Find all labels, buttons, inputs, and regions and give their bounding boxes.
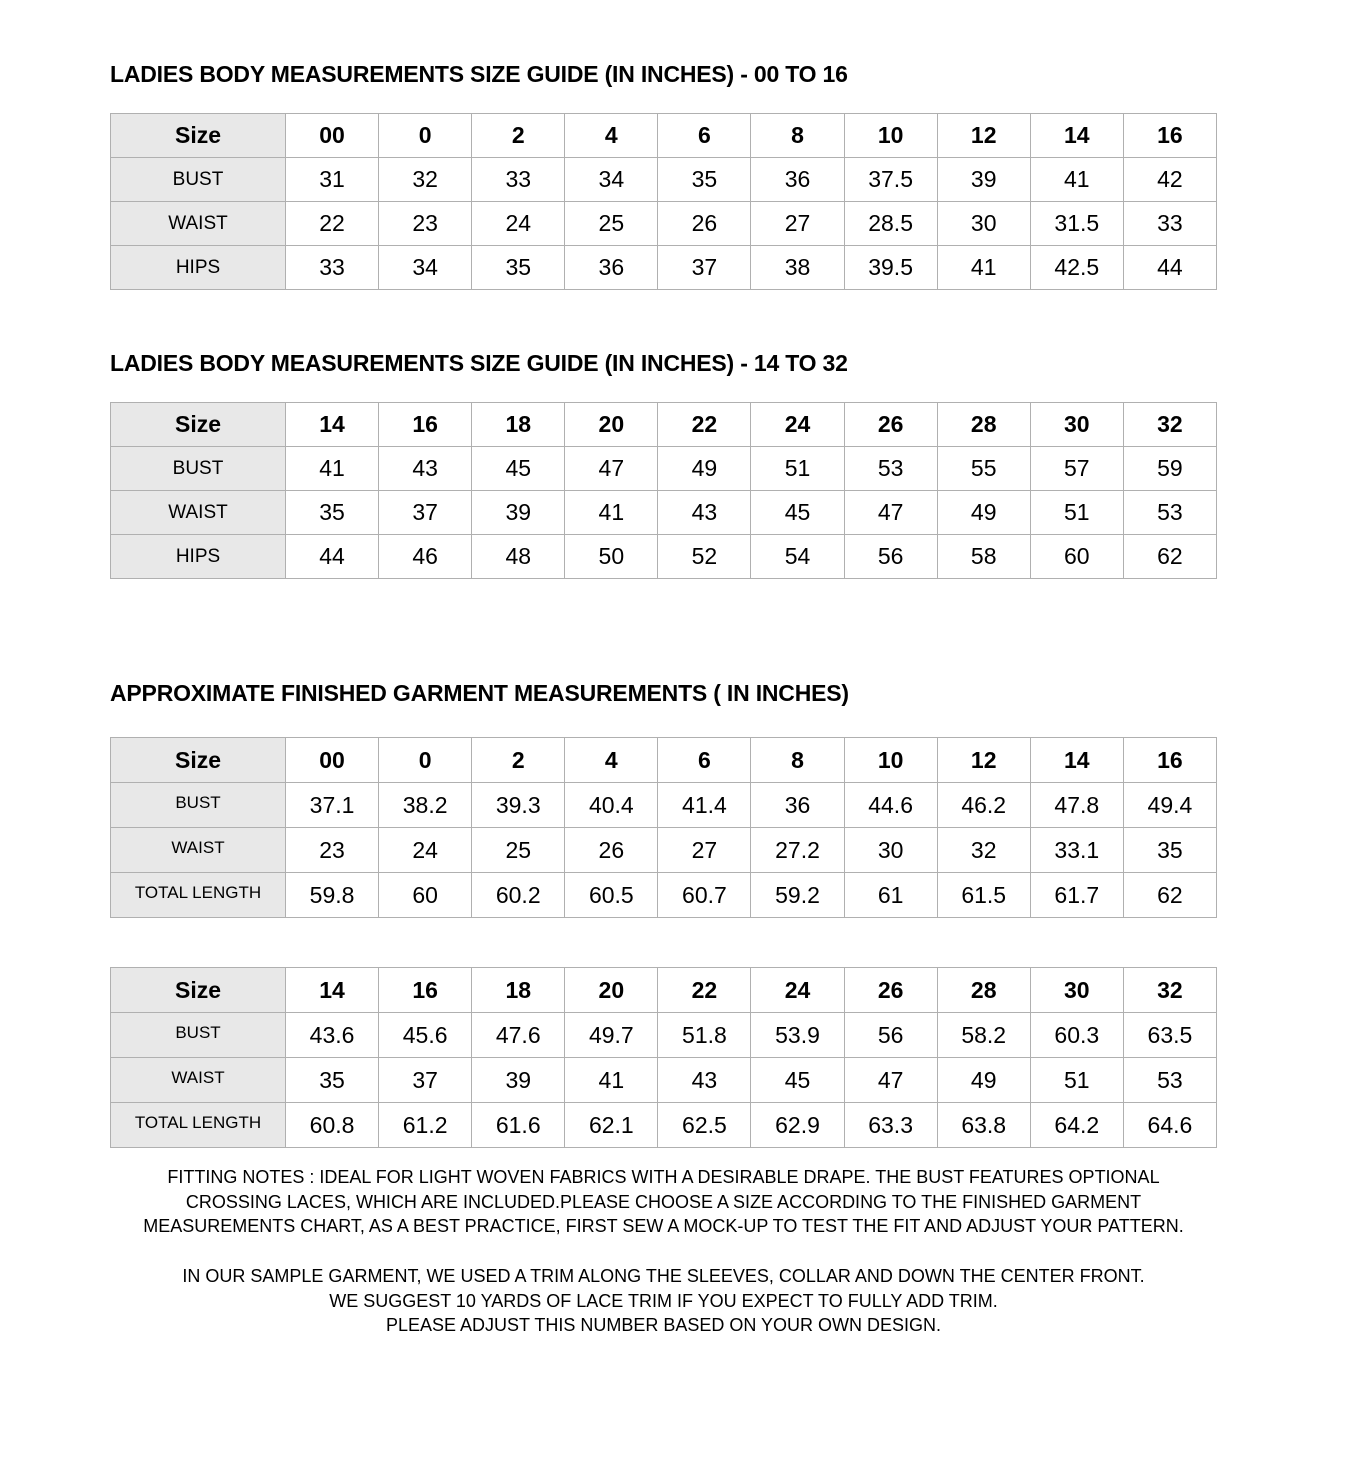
- value-cell: 49.4: [1123, 783, 1216, 828]
- value-cell: 35: [1123, 828, 1216, 873]
- size-label-cell: Size: [111, 403, 286, 447]
- value-cell: 33.1: [1030, 828, 1123, 873]
- size-cell: 12: [937, 738, 1030, 783]
- value-cell: 46.2: [937, 783, 1030, 828]
- value-cell: 47.6: [472, 1013, 565, 1058]
- value-cell: 50: [565, 535, 658, 579]
- value-cell: 39: [472, 1058, 565, 1103]
- measurement-label-cell: BUST: [111, 783, 286, 828]
- table-row: [111, 1013, 1217, 1058]
- trim-notes-line: PLEASE ADJUST THIS NUMBER BASED ON YOUR OWN DESIGN.: [385, 1315, 942, 1335]
- size-cell: 18: [472, 968, 565, 1013]
- value-cell: 59.8: [286, 873, 379, 918]
- value-cell: 61.5: [937, 873, 1030, 918]
- value-cell: 30: [937, 202, 1030, 246]
- table-row: [111, 873, 1217, 918]
- value-cell: 39.5: [844, 246, 937, 290]
- value-cell: 26: [658, 202, 751, 246]
- value-cell: 61.7: [1030, 873, 1123, 918]
- value-cell: 41: [565, 1058, 658, 1103]
- table-header-row: [111, 968, 1217, 1013]
- value-cell: 25: [565, 202, 658, 246]
- value-cell: 62: [1123, 535, 1216, 579]
- value-cell: 44.6: [844, 783, 937, 828]
- value-cell: 41: [937, 246, 1030, 290]
- size-cell: 6: [658, 114, 751, 158]
- size-cell: 16: [379, 968, 472, 1013]
- value-cell: 27: [751, 202, 844, 246]
- value-cell: 48: [472, 535, 565, 579]
- measurement-label-cell: WAIST: [111, 491, 286, 535]
- measurement-label-cell: TOTAL LENGTH: [111, 873, 286, 918]
- size-cell: 4: [565, 114, 658, 158]
- value-cell: 39.3: [472, 783, 565, 828]
- value-cell: 34: [565, 158, 658, 202]
- size-cell: 10: [844, 738, 937, 783]
- value-cell: 56: [844, 1013, 937, 1058]
- value-cell: 53: [1123, 491, 1216, 535]
- value-cell: 51: [1030, 1058, 1123, 1103]
- value-cell: 44: [1123, 246, 1216, 290]
- value-cell: 49: [937, 1058, 1030, 1103]
- value-cell: 36: [751, 158, 844, 202]
- size-cell: 8: [751, 114, 844, 158]
- size-cell: 24: [751, 403, 844, 447]
- size-cell: 20: [565, 968, 658, 1013]
- size-cell: 30: [1030, 403, 1123, 447]
- value-cell: 22: [286, 202, 379, 246]
- value-cell: 45.6: [379, 1013, 472, 1058]
- value-cell: 30: [844, 828, 937, 873]
- finished-garment-title: APPROXIMATE FINISHED GARMENT MEASUREMENTS ( IN INCHES): [110, 680, 849, 706]
- measurement-label-cell: TOTAL LENGTH: [111, 1103, 286, 1148]
- value-cell: 45: [751, 1058, 844, 1103]
- fitting-notes: [100, 1165, 1227, 1239]
- size-cell: 00: [286, 738, 379, 783]
- value-cell: 41: [286, 447, 379, 491]
- measurement-label-cell: BUST: [111, 447, 286, 491]
- value-cell: 36: [751, 783, 844, 828]
- value-cell: 35: [658, 158, 751, 202]
- fitting-notes-line: MEASUREMENTS CHART, AS A BEST PRACTICE, FIRST SEW A MOCK-UP TO TEST THE FIT AND ADJUST YOUR PATTERN.: [143, 1216, 1184, 1236]
- value-cell: 60: [1030, 535, 1123, 579]
- size-cell: 26: [844, 403, 937, 447]
- value-cell: 53: [844, 447, 937, 491]
- value-cell: 35: [286, 491, 379, 535]
- measurement-label-cell: BUST: [111, 1013, 286, 1058]
- value-cell: 38: [751, 246, 844, 290]
- value-cell: 58: [937, 535, 1030, 579]
- value-cell: 64.2: [1030, 1103, 1123, 1148]
- size-cell: 32: [1123, 968, 1216, 1013]
- size-cell: 32: [1123, 403, 1216, 447]
- value-cell: 62.9: [751, 1103, 844, 1148]
- value-cell: 62.5: [658, 1103, 751, 1148]
- table-row: [111, 783, 1217, 828]
- fitting-notes-line: CROSSING LACES, WHICH ARE INCLUDED.PLEASE CHOOSE A SIZE ACCORDING TO THE FINISHED GARMENT: [185, 1191, 1142, 1212]
- value-cell: 61.6: [472, 1103, 565, 1148]
- value-cell: 23: [379, 202, 472, 246]
- size-cell: 0: [379, 114, 472, 158]
- size-cell: 0: [379, 738, 472, 783]
- value-cell: 47: [565, 447, 658, 491]
- value-cell: 57: [1030, 447, 1123, 491]
- value-cell: 46: [379, 535, 472, 579]
- size-cell: 18: [472, 403, 565, 447]
- value-cell: 41.4: [658, 783, 751, 828]
- trim-notes: [100, 1264, 1227, 1338]
- value-cell: 38.2: [379, 783, 472, 828]
- value-cell: 39: [937, 158, 1030, 202]
- value-cell: 47.8: [1030, 783, 1123, 828]
- size-cell: 4: [565, 738, 658, 783]
- value-cell: 51: [751, 447, 844, 491]
- value-cell: 33: [286, 246, 379, 290]
- value-cell: 45: [472, 447, 565, 491]
- size-cell: 14: [1030, 738, 1123, 783]
- table-row: [111, 535, 1217, 579]
- value-cell: 63.5: [1123, 1013, 1216, 1058]
- size-cell: 8: [751, 738, 844, 783]
- table-header-row: [111, 403, 1217, 447]
- fitting-notes-line: FITTING NOTES : IDEAL FOR LIGHT WOVEN FABRICS WITH A DESIRABLE DRAPE. THE BUST FEATURES OPTIONAL: [167, 1167, 1160, 1187]
- size-cell: 22: [658, 403, 751, 447]
- table-row: [111, 1103, 1217, 1148]
- value-cell: 63.8: [937, 1103, 1030, 1148]
- value-cell: 60.8: [286, 1103, 379, 1148]
- size-cell: 6: [658, 738, 751, 783]
- value-cell: 59.2: [751, 873, 844, 918]
- value-cell: 64.6: [1123, 1103, 1216, 1148]
- size-cell: 10: [844, 114, 937, 158]
- value-cell: 41: [565, 491, 658, 535]
- size-cell: 16: [1123, 114, 1216, 158]
- size-label-cell: Size: [111, 738, 286, 783]
- value-cell: 56: [844, 535, 937, 579]
- value-cell: 61: [844, 873, 937, 918]
- value-cell: 43.6: [286, 1013, 379, 1058]
- table-row: [111, 447, 1217, 491]
- size-cell: 14: [286, 403, 379, 447]
- value-cell: 59: [1123, 447, 1216, 491]
- value-cell: 60.7: [658, 873, 751, 918]
- value-cell: 54: [751, 535, 844, 579]
- finished-garment-00-16-table: [110, 737, 1217, 918]
- size-cell: 28: [937, 403, 1030, 447]
- body-measurements-00-16-title: LADIES BODY MEASUREMENTS SIZE GUIDE (IN INCHES) - 00 TO 16: [110, 61, 848, 87]
- size-cell: 24: [751, 968, 844, 1013]
- trim-notes-line: WE SUGGEST 10 YARDS OF LACE TRIM IF YOU EXPECT TO FULLY ADD TRIM.: [329, 1290, 998, 1311]
- value-cell: 31.5: [1030, 202, 1123, 246]
- value-cell: 34: [379, 246, 472, 290]
- value-cell: 49: [937, 491, 1030, 535]
- value-cell: 32: [937, 828, 1030, 873]
- table-header-row: [111, 738, 1217, 783]
- value-cell: 24: [379, 828, 472, 873]
- body-measurements-14-32-table: [110, 402, 1217, 579]
- table-header-row: [111, 114, 1217, 158]
- table-row: [111, 158, 1217, 202]
- table-row: [111, 491, 1217, 535]
- size-cell: 14: [286, 968, 379, 1013]
- size-cell: 20: [565, 403, 658, 447]
- value-cell: 31: [286, 158, 379, 202]
- size-label-cell: Size: [111, 114, 286, 158]
- size-label-cell: Size: [111, 968, 286, 1013]
- value-cell: 27.2: [751, 828, 844, 873]
- value-cell: 61.2: [379, 1103, 472, 1148]
- value-cell: 40.4: [565, 783, 658, 828]
- value-cell: 53.9: [751, 1013, 844, 1058]
- value-cell: 26: [565, 828, 658, 873]
- value-cell: 33: [1123, 202, 1216, 246]
- value-cell: 32: [379, 158, 472, 202]
- value-cell: 27: [658, 828, 751, 873]
- value-cell: 42.5: [1030, 246, 1123, 290]
- value-cell: 49.7: [565, 1013, 658, 1058]
- table-row: [111, 202, 1217, 246]
- size-cell: 28: [937, 968, 1030, 1013]
- body-measurements-14-32-title: LADIES BODY MEASUREMENTS SIZE GUIDE (IN INCHES) - 14 TO 32: [110, 350, 848, 376]
- value-cell: 51.8: [658, 1013, 751, 1058]
- value-cell: 58.2: [937, 1013, 1030, 1058]
- size-cell: 26: [844, 968, 937, 1013]
- value-cell: 44: [286, 535, 379, 579]
- value-cell: 62.1: [565, 1103, 658, 1148]
- finished-garment-14-32-table: [110, 967, 1217, 1148]
- value-cell: 23: [286, 828, 379, 873]
- value-cell: 25: [472, 828, 565, 873]
- value-cell: 55: [937, 447, 1030, 491]
- size-cell: 14: [1030, 114, 1123, 158]
- body-measurements-00-16-table: [110, 113, 1217, 290]
- value-cell: 63.3: [844, 1103, 937, 1148]
- value-cell: 60.3: [1030, 1013, 1123, 1058]
- value-cell: 24: [472, 202, 565, 246]
- value-cell: 37: [379, 491, 472, 535]
- measurement-label-cell: WAIST: [111, 828, 286, 873]
- value-cell: 60.2: [472, 873, 565, 918]
- measurement-label-cell: WAIST: [111, 1058, 286, 1103]
- value-cell: 41: [1030, 158, 1123, 202]
- size-cell: 22: [658, 968, 751, 1013]
- measurement-label-cell: BUST: [111, 158, 286, 202]
- value-cell: 43: [658, 1058, 751, 1103]
- value-cell: 28.5: [844, 202, 937, 246]
- value-cell: 37.5: [844, 158, 937, 202]
- value-cell: 60.5: [565, 873, 658, 918]
- value-cell: 35: [472, 246, 565, 290]
- size-cell: 16: [1123, 738, 1216, 783]
- size-cell: 12: [937, 114, 1030, 158]
- table-row: [111, 246, 1217, 290]
- value-cell: 47: [844, 1058, 937, 1103]
- value-cell: 37: [379, 1058, 472, 1103]
- size-cell: 2: [472, 738, 565, 783]
- value-cell: 51: [1030, 491, 1123, 535]
- value-cell: 33: [472, 158, 565, 202]
- size-cell: 00: [286, 114, 379, 158]
- size-cell: 30: [1030, 968, 1123, 1013]
- value-cell: 47: [844, 491, 937, 535]
- value-cell: 45: [751, 491, 844, 535]
- value-cell: 37: [658, 246, 751, 290]
- value-cell: 60: [379, 873, 472, 918]
- value-cell: 36: [565, 246, 658, 290]
- value-cell: 53: [1123, 1058, 1216, 1103]
- value-cell: 37.1: [286, 783, 379, 828]
- value-cell: 49: [658, 447, 751, 491]
- value-cell: 43: [379, 447, 472, 491]
- value-cell: 43: [658, 491, 751, 535]
- value-cell: 42: [1123, 158, 1216, 202]
- value-cell: 35: [286, 1058, 379, 1103]
- measurement-label-cell: HIPS: [111, 246, 286, 290]
- trim-notes-line: IN OUR SAMPLE GARMENT, WE USED A TRIM ALONG THE SLEEVES, COLLAR AND DOWN THE CENTER FRONT.: [182, 1266, 1145, 1286]
- value-cell: 62: [1123, 873, 1216, 918]
- value-cell: 39: [472, 491, 565, 535]
- measurement-label-cell: WAIST: [111, 202, 286, 246]
- size-cell: 2: [472, 114, 565, 158]
- table-row: [111, 1058, 1217, 1103]
- value-cell: 52: [658, 535, 751, 579]
- table-row: [111, 828, 1217, 873]
- measurement-label-cell: HIPS: [111, 535, 286, 579]
- size-cell: 16: [379, 403, 472, 447]
